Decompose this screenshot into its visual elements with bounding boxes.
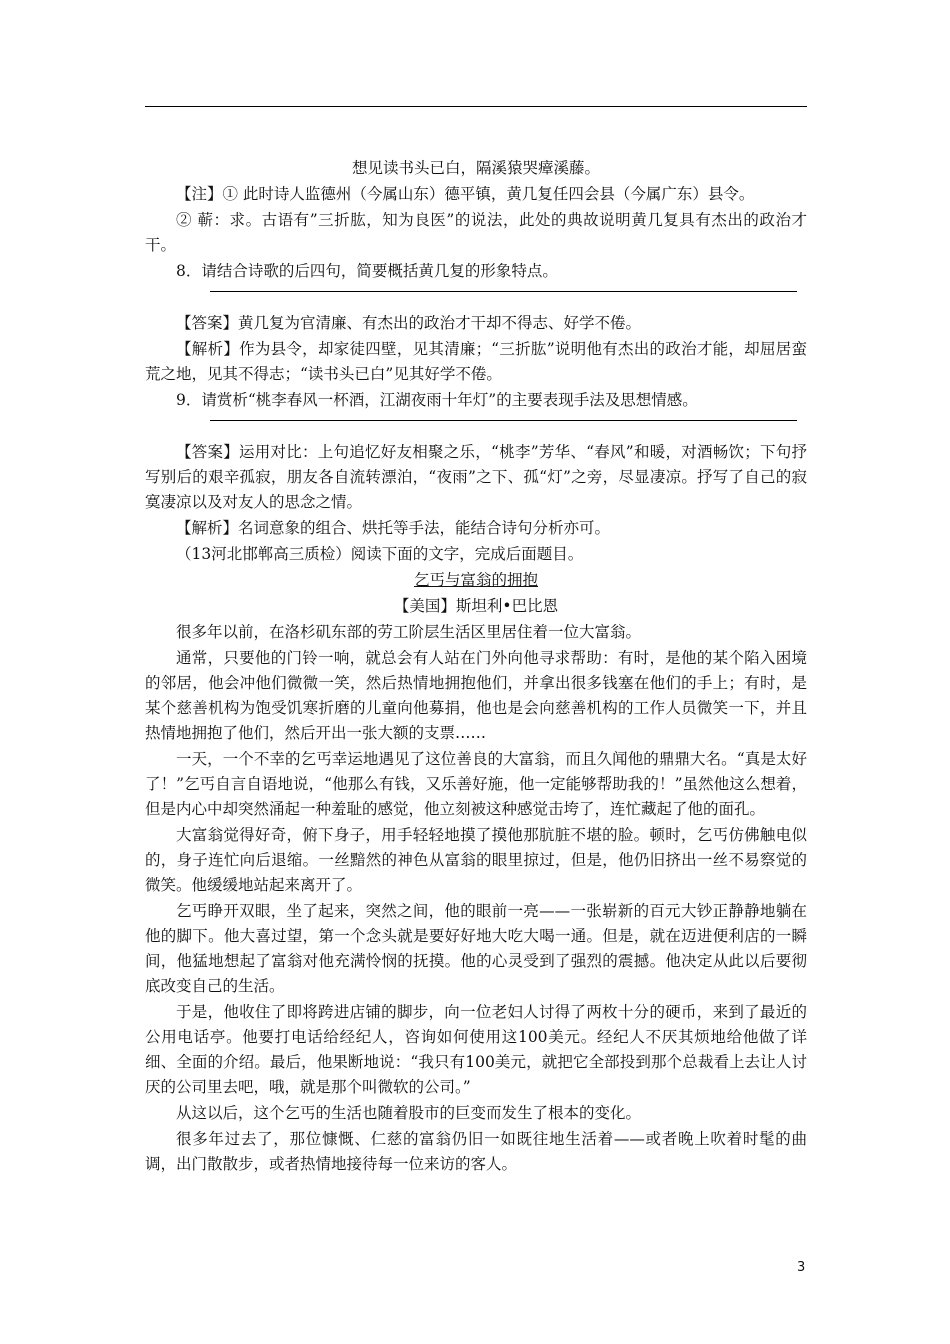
page-number: 3 bbox=[797, 1260, 806, 1275]
poem-last-line: 想见读书头已白，隔溪猿哭瘴溪藤。 bbox=[351, 159, 600, 177]
answer-9: 【答案】运用对比：上句追忆好友相聚之乐，“桃李”芳华、“春风”和暖，对酒畅饮；下句抒写别后的艰辛孤寂，朋友各自流转漂泊，“夜雨”之下、孤“灯”之旁，尽显凄凉。抒写了自己的寂寞凄凉以及对友人的思念之情。 bbox=[145, 443, 807, 511]
analysis-9: 【解析】名词意象的组合、烘托等手法，能结合诗句分析亦可。 bbox=[176, 519, 611, 537]
story-paragraph: 从这以后，这个乞丐的生活也随着股市的巨变而发生了根本的变化。 bbox=[176, 1104, 642, 1122]
note-1: 【注】① 此时诗人监德州（今属山东）德平镇，黄几复任四会县（今属广东）县令。 bbox=[176, 185, 755, 203]
story-paragraph: 很多年以前，在洛杉矶东部的劳工阶层生活区里居住着一位大富翁。 bbox=[176, 623, 642, 641]
answer-line-9 bbox=[210, 420, 797, 431]
reading-source: （13河北邯郸高三质检）阅读下面的文字，完成后面题目。 bbox=[176, 545, 584, 563]
story-paragraph: 通常，只要他的门铃一响，就总会有人站在门外向他寻求帮助：有时，是他的某个陷入困境的邻居，他会冲他们微微一笑，然后热情地拥抱他们，并拿出很多钱塞在他们的手上；有时，是某个慈善机构为饱受饥寒折磨的儿童向他募捐，他也是会向慈善机构的工作人员微笑一下，并且热情地拥抱了他们，然后开出一张大额的支票…… bbox=[145, 649, 807, 742]
header-rule bbox=[145, 106, 807, 107]
story-author: 【美国】斯坦利•巴比恩 bbox=[393, 597, 559, 615]
answer-8: 【答案】黄几复为官清廉、有杰出的政治才干却不得志、好学不倦。 bbox=[176, 314, 642, 332]
story-paragraph: 大富翁觉得好奇，俯下身子，用手轻轻地摸了摸他那肮脏不堪的脸。顿时，乞丐仿佛触电似的，身子连忙向后退缩。一丝黯然的神色从富翁的眼里掠过，但是，他仍旧挤出一丝不易察觉的微笑。他缓缓地站起来离开了。 bbox=[145, 826, 807, 894]
story-paragraph: 乞丐睁开双眼，坐了起来，突然之间，他的眼前一亮——一张崭新的百元大钞正静静地躺在他的脚下。他大喜过望，第一个念头就是要好好地大吃大喝一通。但是，就在迈进便利店的一瞬间，他猛地想起了富翁对他充满怜悯的抚摸。他的心灵受到了强烈的震撼。他决定从此以后要彻底改变自己的生活。 bbox=[145, 902, 807, 995]
question-8: 8．请结合诗歌的后四句，简要概括黄几复的形象特点。 bbox=[176, 262, 558, 280]
analysis-8: 【解析】作为县令，却家徒四壁，见其清廉；“三折肱”说明他有杰出的政治才能，却屈居蛮荒之地，见其不得志；“读书头已白”见其好学不倦。 bbox=[145, 340, 807, 383]
note-2: ② 蕲：求。古语有”三折肱，知为良医”的说法，此处的典故说明黄几复具有杰出的政治才干。 bbox=[145, 211, 807, 254]
story-paragraph: 很多年过去了，那位慷慨、仁慈的富翁仍旧一如既往地生活着——或者晚上吹着时髦的曲调，出门散散步，或者热情地接待每一位来访的客人。 bbox=[145, 1130, 807, 1173]
answer-line-8 bbox=[210, 291, 797, 302]
question-9: 9．请赏析“桃李春风一杯酒，江湖夜雨十年灯”的主要表现手法及思想情感。 bbox=[176, 391, 698, 409]
story-paragraph: 一天，一个不幸的乞丐幸运地遇见了这位善良的大富翁，而且久闻他的鼎鼎大名。“真是太好了！”乞丐自言自语地说，“他那么有钱，又乐善好施，他一定能够帮助我的！”虽然他这么想着，但是内心中却突然涌起一种羞耻的感觉，他立刻被这种感觉击垮了，连忙藏起了他的面孔。 bbox=[145, 750, 807, 818]
document-body bbox=[145, 156, 807, 1178]
story-paragraph: 于是，他收住了即将跨进店铺的脚步，向一位老妇人讨得了两枚十分的硬币，来到了最近的公用电话亭。他要打电话给经纪人，咨询如何使用这100美元。经纪人不厌其烦地给他做了详细、全面的介绍。最后，他果断地说：“我只有100美元，就把它全部投到那个总裁看上去让人讨厌的公司里去吧，哦，就是那个叫微软的公司。” bbox=[145, 1003, 807, 1096]
story-title: 乞丐与富翁的拥抱 bbox=[413, 571, 538, 589]
